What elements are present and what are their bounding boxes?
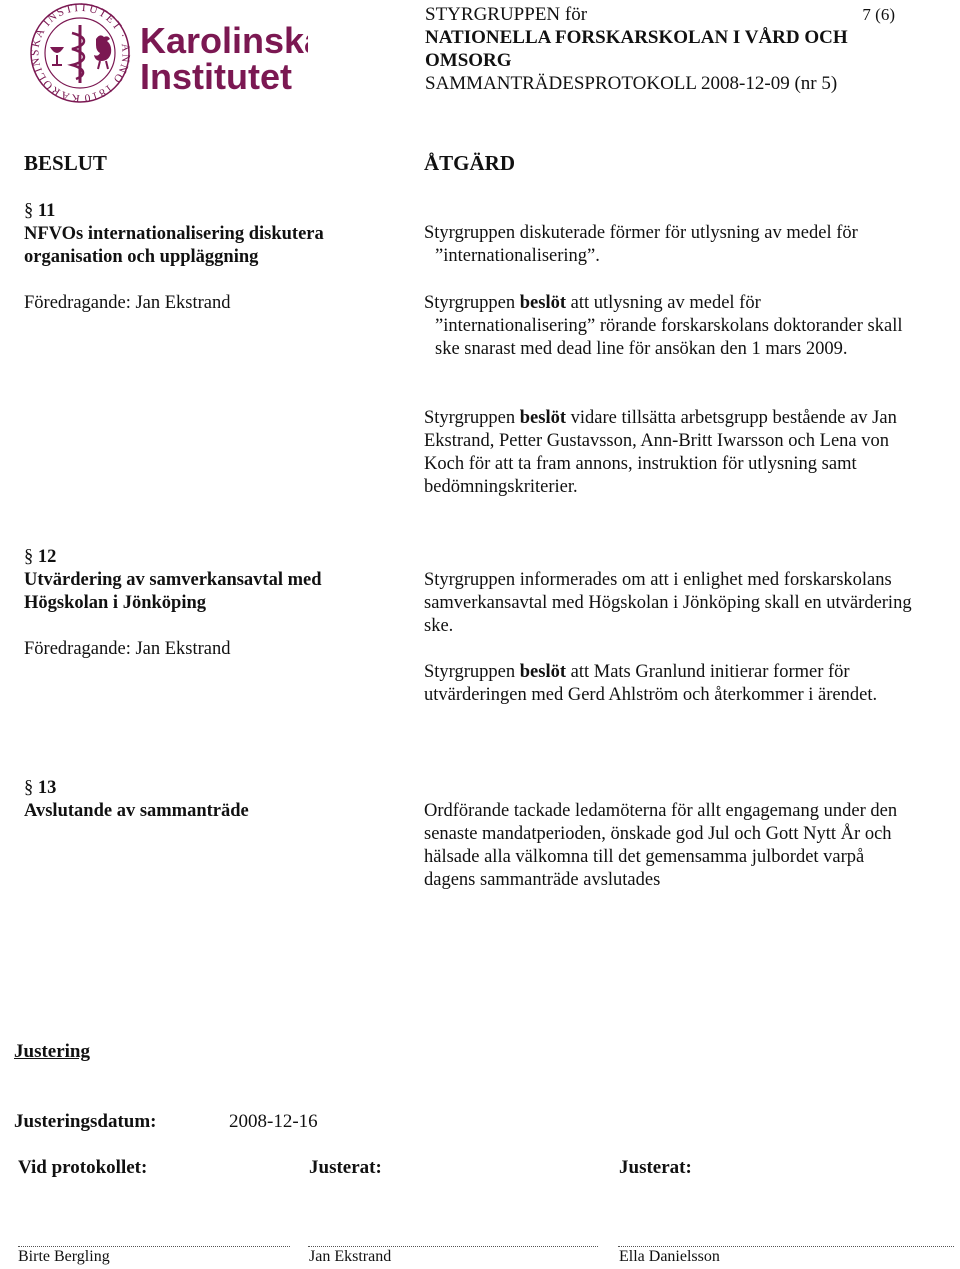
- signer-name-3: Ella Danielsson: [619, 1248, 720, 1265]
- section-11-p1: Styrgruppen diskuterade förmer för utlysning av medel för ”internationalisering”.: [424, 223, 858, 266]
- section-11-presenter: Föredragande: Jan Ekstrand: [24, 293, 231, 313]
- section-title-line: organisation och uppläggning: [24, 247, 259, 267]
- logo-name-line2: Institutet: [140, 56, 292, 97]
- justeringsdatum-label: Justeringsdatum:: [14, 1111, 157, 1132]
- vid-protokollet-label: Vid protokollet:: [18, 1157, 148, 1178]
- atgard-heading: ÅTGÄRD: [424, 151, 516, 175]
- section-11-p3: Styrgruppen beslöt vidare tillsätta arbetsgrupp bestående av Jan Ekstrand, Petter Gustavsson, Ann-Britt Iwarsson och Lena von Koch för att ta fram annons, instruktion för utlysning samt bedömningskriterier.: [424, 408, 897, 497]
- signer-name-2: Jan Ekstrand: [309, 1248, 392, 1265]
- paragraph-sign: §: [24, 201, 34, 221]
- section-12-p1: Styrgruppen informerades om att i enlighet med forskarskolans samverkansavtal med Högskolan i Jönköping skall en utvärdering ske.: [424, 570, 912, 636]
- section-11-p2: Styrgruppen beslöt att utlysning av medel för ”internationalisering” rörande forskarskolans doktorander skall ske snarast med dead line för ansökan den 1 mars 2009.: [424, 293, 903, 359]
- justerat-label-2: Justerat:: [619, 1157, 692, 1178]
- header-protocol: SAMMANTRÄDESPROTOKOLL 2008-12-09 (nr 5): [425, 73, 838, 94]
- header-school-name-cont: OMSORG: [425, 50, 512, 71]
- header-committee: STYRGRUPPEN för: [425, 4, 588, 25]
- page-number: 7 (6): [862, 5, 895, 24]
- paragraph-sign: §: [24, 547, 34, 567]
- section-12-p2: Styrgruppen beslöt att Mats Granlund initierar former för utvärderingen med Gerd Ahlström och återkommer i ärendet.: [424, 662, 878, 705]
- section-12-title: [24, 546, 374, 615]
- karolinska-logo: [28, 3, 308, 111]
- document-header: [425, 3, 945, 95]
- section-title-line: Utvärdering av samverkansavtal med: [24, 570, 322, 590]
- section-12-presenter: Föredragande: Jan Ekstrand: [24, 639, 231, 659]
- section-13-title: [24, 777, 374, 823]
- section-title-line: NFVOs internationalisering diskutera: [24, 224, 324, 244]
- seal-ring-text: KAROLINSKA INSTITUTET · ANNO 1810: [29, 3, 132, 105]
- section-title-line: Avslutande av sammanträde: [24, 801, 249, 821]
- snake-icon: [72, 33, 84, 79]
- justerat-label-1: Justerat:: [309, 1157, 382, 1178]
- section-number: 13: [37, 778, 57, 798]
- paragraph-sign: §: [24, 778, 34, 798]
- section-13-p1: Ordförande tackade ledamöterna för allt engagemang under den senaste mandatperioden, önskade god Jul och Gott Nytt År och hälsade alla välkomna till det gemensamma julbordet varpå dagens sammanträde avslutades: [424, 801, 898, 890]
- header-school-name: NATIONELLA FORSKARSKOLAN I VÅRD OCH: [425, 27, 848, 48]
- signer-name-1: Birte Bergling: [18, 1248, 110, 1265]
- bowl-icon: [50, 47, 64, 53]
- beslut-heading: BESLUT: [24, 151, 107, 175]
- section-number: 12: [37, 547, 57, 567]
- section-11-title: [24, 200, 374, 269]
- section-number: 11: [37, 201, 56, 221]
- justering-title: Justering: [14, 1041, 90, 1062]
- section-title-line: Högskolan i Jönköping: [24, 593, 206, 613]
- logo-name-line1: Karolinska: [140, 20, 308, 61]
- logo-graphic: [28, 3, 308, 111]
- rooster-icon: [94, 35, 111, 61]
- justeringsdatum-value: 2008-12-16: [229, 1111, 318, 1132]
